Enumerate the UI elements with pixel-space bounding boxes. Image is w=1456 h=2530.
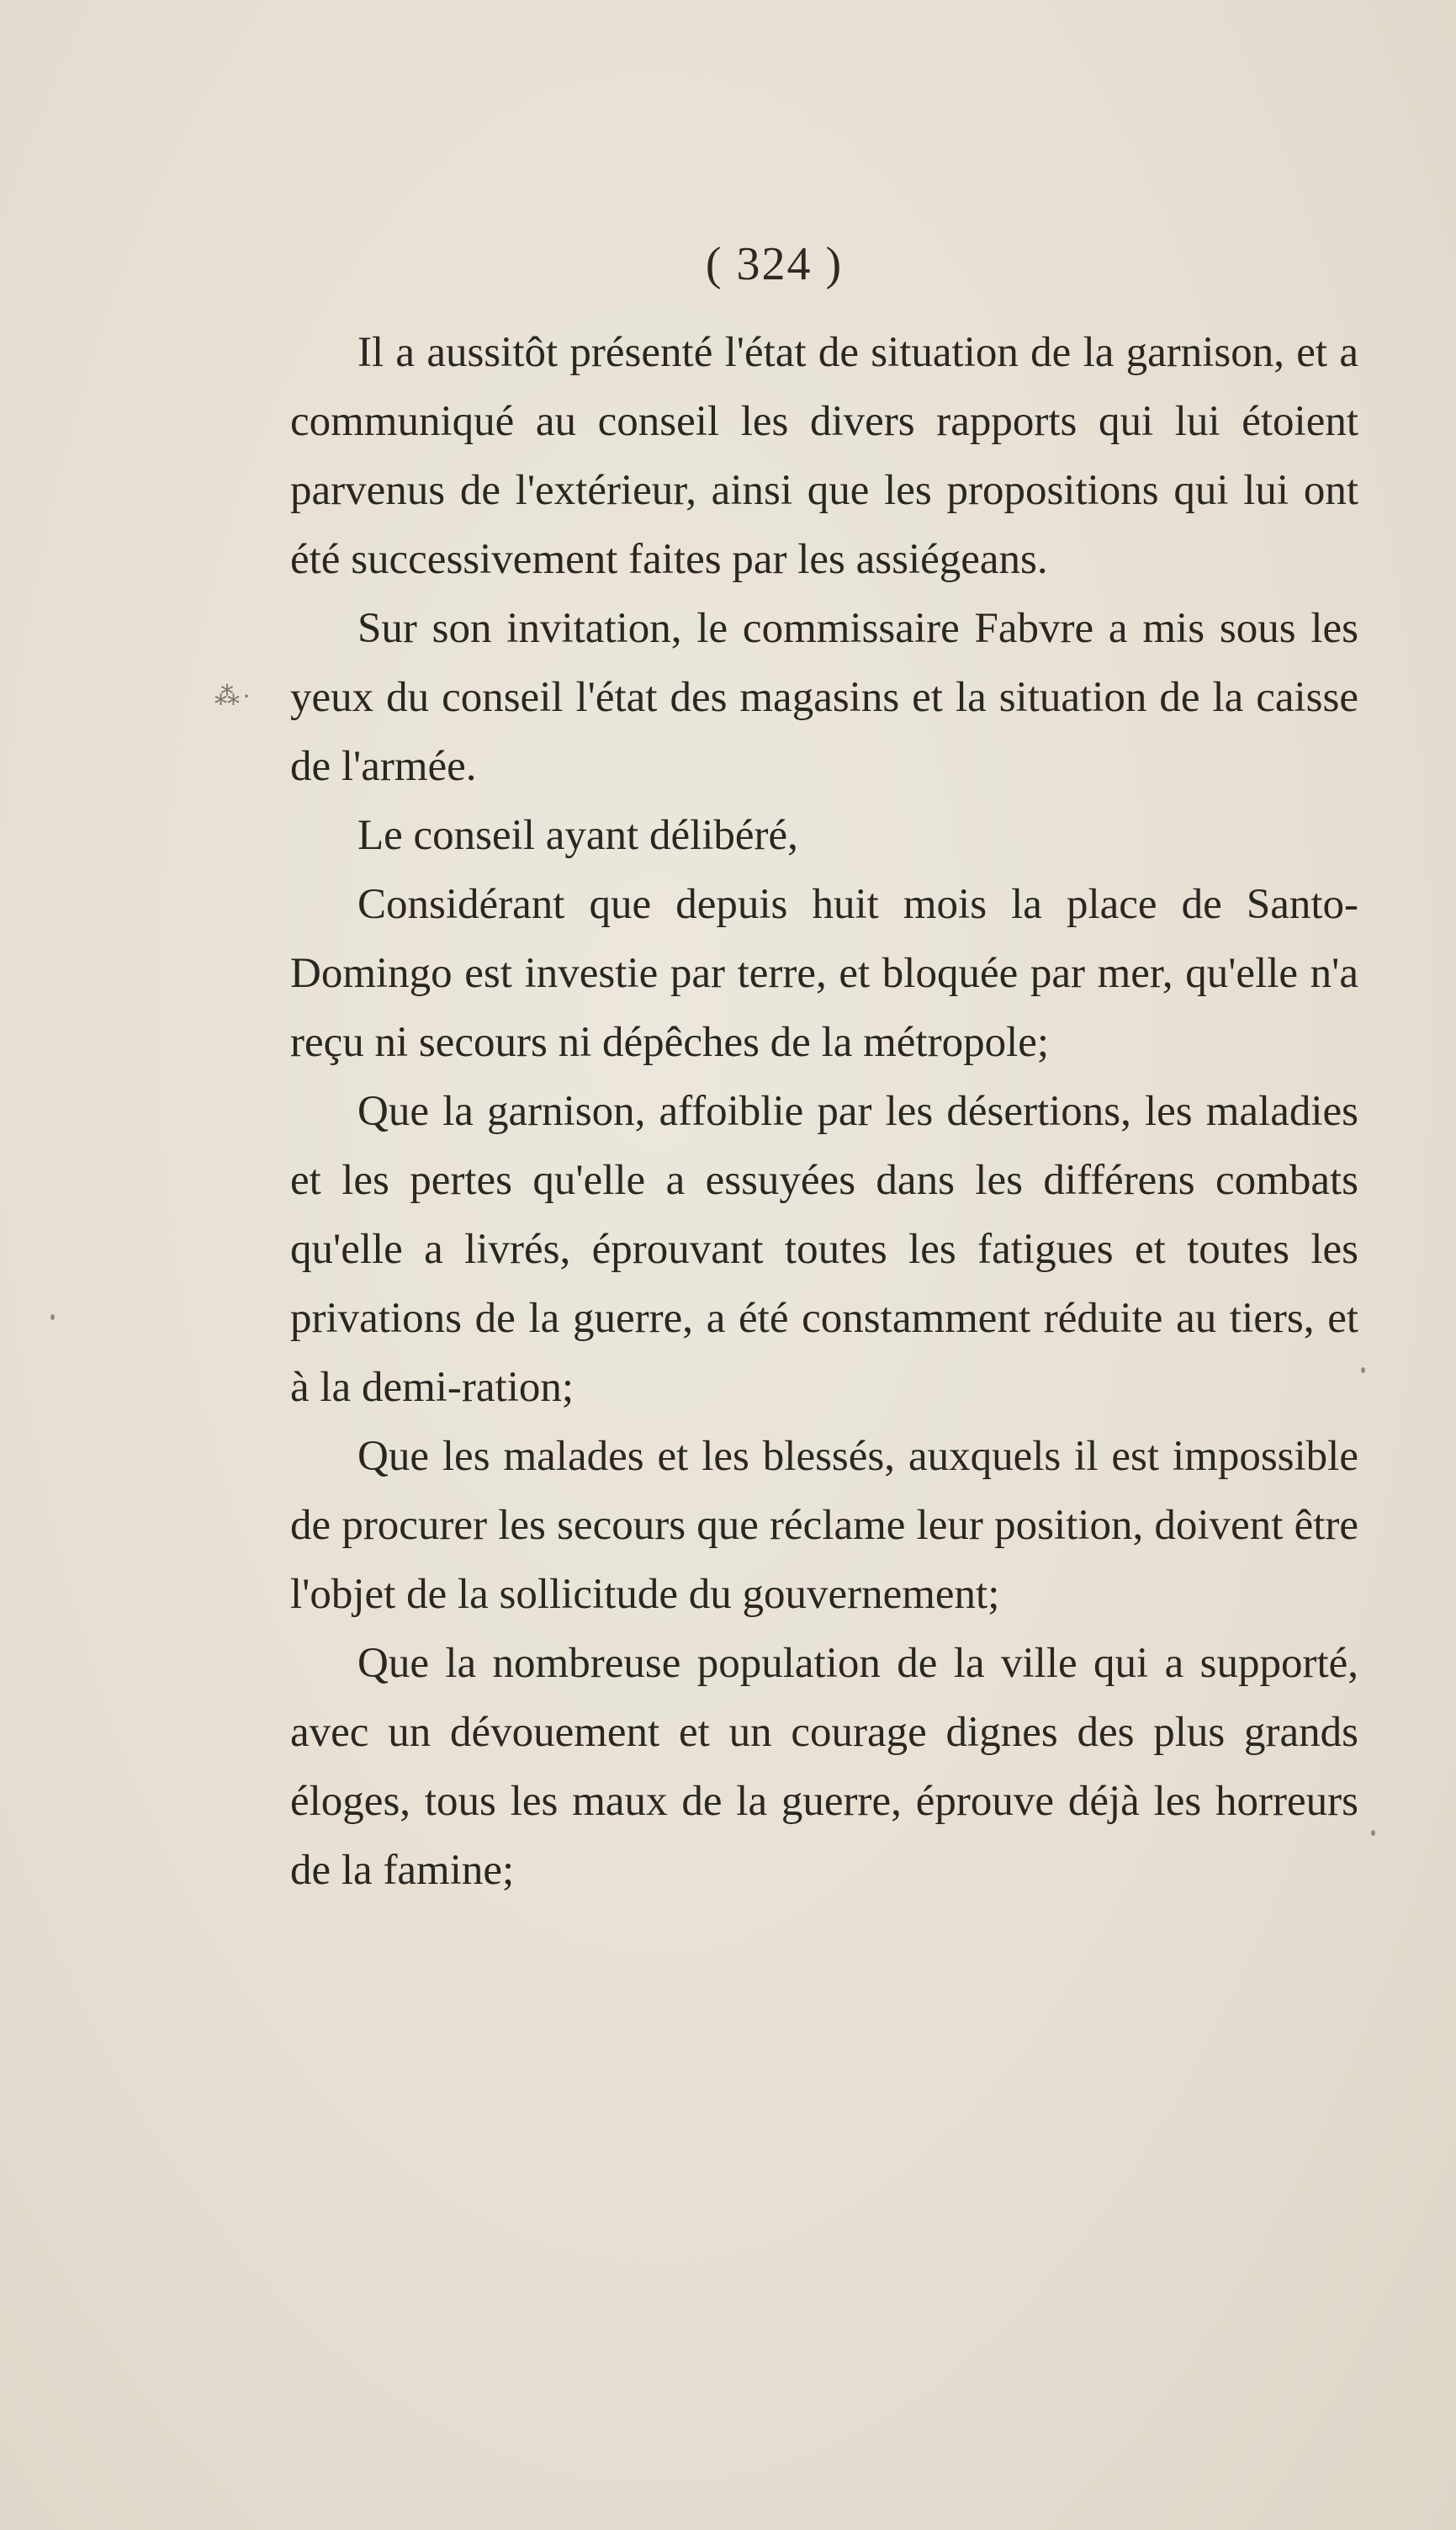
paper-speck <box>1371 1830 1375 1836</box>
paragraph: Sur son invitation, le commissaire Fabvre a mis sous les yeux du conseil l'état des magasins et la situation de la caisse de l'armée. <box>290 605 1358 790</box>
paragraph: Que la garnison, affoiblie par les désertions, les maladies et les pertes qu'elle a essuyées dans les différens combats qu'elle a livrés, éprouvant toutes les fatigues et toutes les privations de la guerre, a été constamment réduite au tiers, et à la demi-ration; <box>290 1088 1358 1411</box>
paragraph: Que la nombreuse population de la ville qui a supporté, avec un dévouement et un courage dignes des plus grands éloges, tous les maux de la guerre, éprouve déjà les horreurs de la famine; <box>290 1640 1358 1894</box>
paper-speck <box>1361 1367 1365 1373</box>
body-text <box>290 318 1358 1905</box>
paragraph: Il a aussitôt présenté l'état de situation de la garnison, et a communiqué au conseil les divers rapports qui lui étoient parvenus de l'extérieur, ainsi que les propositions qui lui ont été successivement faites par les assiégeans. <box>290 329 1358 583</box>
page-number: ( 324 ) <box>705 238 844 290</box>
paragraph: Que les malades et les blessés, auxquels il est impossible de procurer les secours que réclame leur position, doivent être l'objet de la sollicitude du gouvernement; <box>290 1433 1358 1618</box>
paper-speck <box>50 1314 55 1320</box>
paragraph: Le conseil ayant délibéré, <box>357 812 798 859</box>
paragraph: Considérant que depuis huit mois la place de Santo-Domingo est investie par terre, et bloquée par mer, qu'elle n'a reçu ni secours ni dépêches de la métropole; <box>290 881 1358 1066</box>
margin-ornament: ⁂· <box>214 682 253 710</box>
